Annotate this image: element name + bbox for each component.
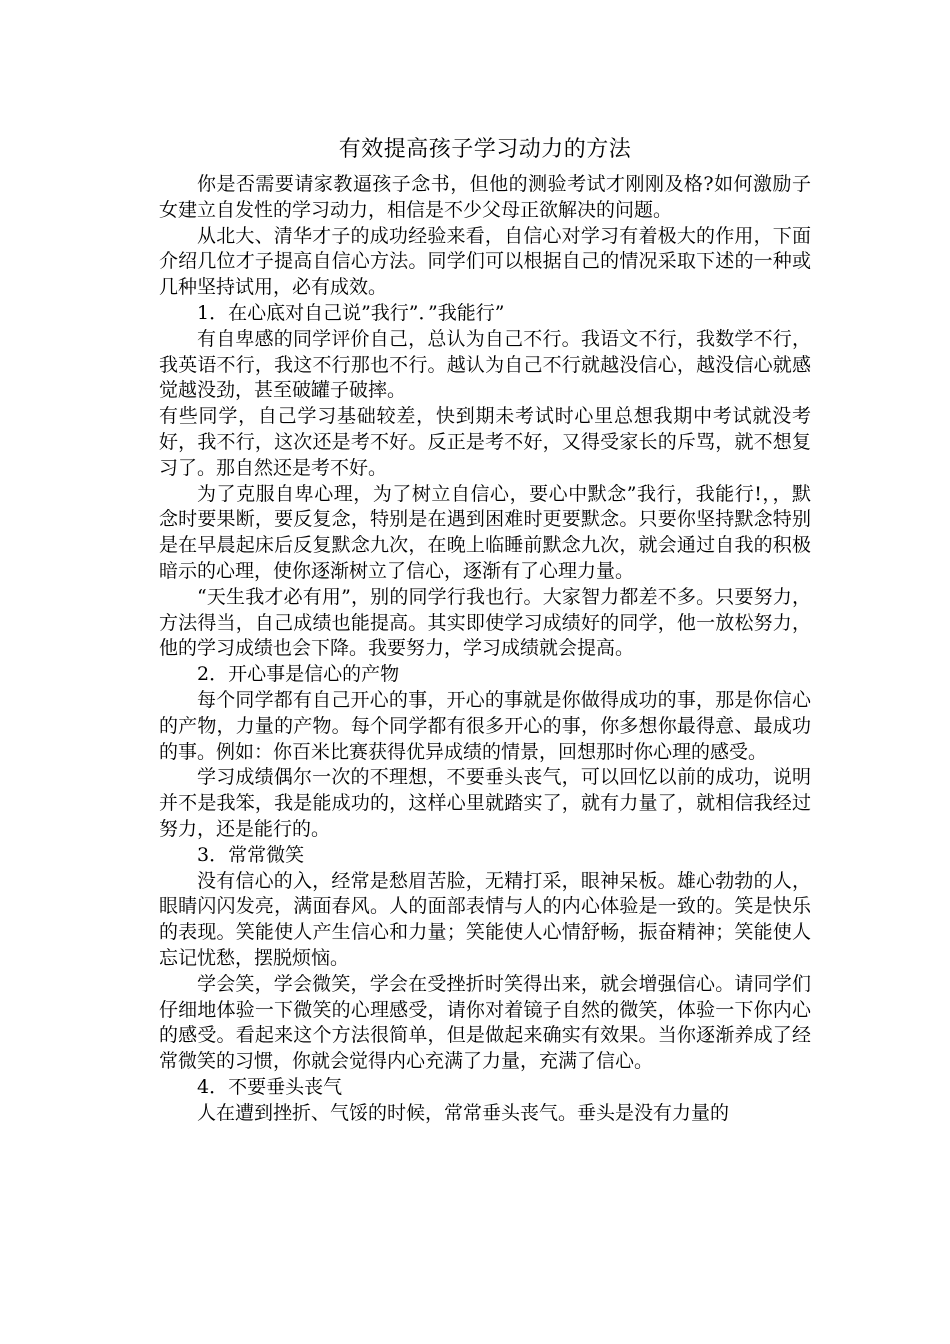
paragraph-born-useful: “天生我才必有用”，别的同学行我也行。大家智力都差不多。只要努力，方法得当，自己成绩也能提高。其实即使学习成绩好的同学，他一放松努力，他的学习成绩也会下降。我要努力，学习成绩就会提高。: [159, 585, 811, 660]
section-heading-2: 2．开心事是信心的产物: [197, 663, 400, 686]
paragraph-inferiority: 有自卑感的同学评价自己，总认为自己不行。我语文不行，我数学不行，我英语不行，我这不行那也不行。越认为自己不行就越没信心，越没信心就感觉越没劲，甚至破罐子破摔。: [159, 327, 811, 402]
paragraph-recall-success: 学习成绩偶尔一次的不理想，不要垂头丧气，可以回忆以前的成功，说明并不是我笨，我是能成功的，这样心里就踏实了，就有力量了，就相信我经过努力，还是能行的。: [159, 766, 811, 840]
paragraph-confidence: 从北大、清华才子的成功经验来看，自信心对学习有着极大的作用，下面介绍几位才子提高自信心方法。同学们可以根据自己的情况采取下述的一种或几种坚持试用，必有成效。: [159, 224, 811, 299]
section-heading-1: 1．在心底对自己说”我行”．”我能行”: [197, 301, 505, 324]
paragraph-happy-things: 每个同学都有自己开心的事，开心的事就是你做得成功的事，那是你信心的产物，力量的产物。每个同学都有很多开心的事，你多想你最得意、最成功的事。例如：你百米比赛获得优异成绩的情景，回想那时你心理的感受。: [159, 688, 811, 763]
paragraph-learn-to-smile: 学会笑，学会微笑，学会在受挫折时笑得出来，就会增强信心。请同学们仔细地体验一下微笑的心理感受，请你对着镜子自然的微笑，体验一下你内心的感受。看起来这个方法很简单，但是做起来确实有效果。当你逐渐养成了经常微笑的习惯，你就会觉得内心充满了力量，充满了信心。: [159, 972, 811, 1073]
document-title: 有效提高孩子学习动力的方法: [338, 137, 632, 162]
paragraph-frustration: 人在遭到挫折、气馁的时候，常常垂头丧气。垂头是没有力量的: [197, 1101, 730, 1124]
paragraph-silent-repeat: 为了克服自卑心理，为了树立自信心，要心中默念”我行，我能行!，，默念时要果断，要反复念，特别是在遇到困难时更要默念。只要你坚持默念特别是在早晨起床后反复默念九次，在晚上临睡前默念九次，就会通过自我的积极暗示的心理，使你逐渐树立了信心，逐渐有了心理力量。: [159, 482, 811, 582]
section-heading-3: 3．常常微笑: [197, 843, 305, 866]
paragraph-weak-students: 有些同学，自己学习基础较差，快到期未考试时心里总想我期中考试就没考好，我不行，这次还是考不好。反正是考不好，又得受家长的斥骂，就不想复习了。那自然还是考不好。: [159, 405, 811, 479]
section-heading-4: 4．不要垂头丧气: [197, 1075, 343, 1098]
paragraph-facial-expression: 没有信心的入，经常是愁眉苦脸，无精打采，眼神呆板。雄心勃勃的人，眼睛闪闪发亮，满面春风。人的面部表情与人的内心体验是一致的。笑是快乐的表现。笑能使人产生信心和力量；笑能使人心情舒畅，振奋精神；笑能使人忘记忧愁，摆脱烦恼。: [159, 869, 811, 969]
paragraph-intro: 你是否需要请家教逼孩子念书，但他的测验考试才刚刚及格?如何激励子女建立自发性的学习动力，相信是不少父母正欲解决的问题。: [159, 173, 811, 221]
document-body: [159, 134, 811, 1126]
